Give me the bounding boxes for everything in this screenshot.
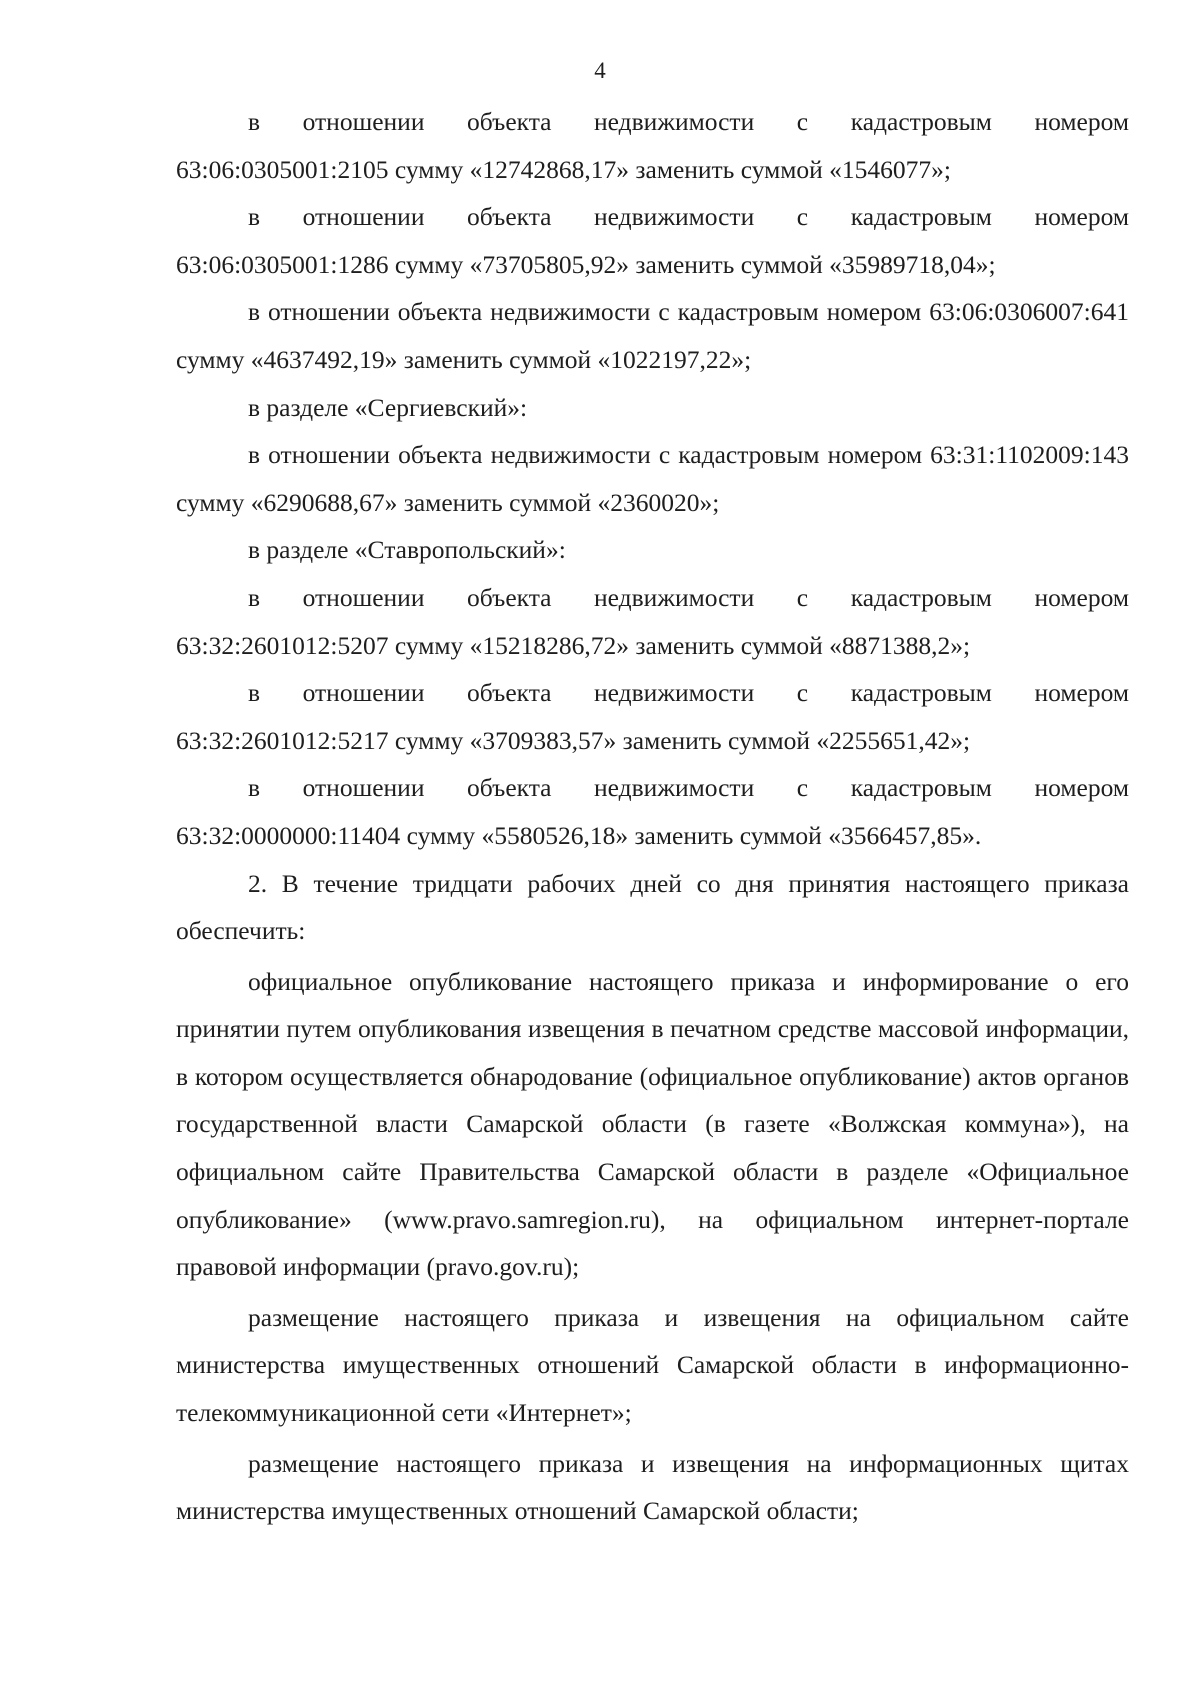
- section-heading-sergievsky: в разделе «Сергиевский»:: [248, 392, 528, 422]
- paragraph-official-publication: официальное опубликование настоящего приказа и информирование о его принятии путем опубликования извещения в печатном средстве массовой информации, в котором осуществляется обнародование (официальное опубликование) актов органов государственной власти Самарской области (в газете «Волжская коммуна»), на официальном сайте Правительства Самарской области в разделе «Официальное опубликование» (www.pravo.samregion.ru), на официальном интернет-портале правовой информации (pravo.gov.ru);: [176, 966, 1129, 1282]
- paragraph-ministry-website: размещение настоящего приказа и извещения на официальном сайте министерства имущественных отношений Самарской области в информационно-телекоммуникационной сети «Интернет»;: [176, 1302, 1129, 1428]
- paragraph-cadastral-11404: в отношении объекта недвижимости с кадастровым номером 63:32:0000000:11404 сумму «5580526,18» заменить суммой «3566457,85».: [176, 773, 1129, 850]
- paragraph-cadastral-641: в отношении объекта недвижимости с кадастровым номером 63:06:0306007:641 сумму «4637492,19» заменить суммой «1022197,22»;: [176, 297, 1129, 374]
- paragraph-cadastral-5207: в отношении объекта недвижимости с кадастровым номером 63:32:2601012:5207 сумму «15218286,72» заменить суммой «8871388,2»;: [176, 582, 1129, 660]
- page-number: 4: [594, 58, 606, 83]
- section-heading-stavropolsky: в разделе «Ставропольский»:: [248, 535, 566, 565]
- paragraph-cadastral-1286: в отношении объекта недвижимости с кадастровым номером 63:06:0305001:1286 сумму «73705805,92» заменить суммой «35989718,04»;: [176, 202, 1129, 279]
- paragraph-cadastral-2105: в отношении объекта недвижимости с кадастровым номером 63:06:0305001:2105 сумму «12742868,17» заменить суммой «1546077»;: [176, 107, 1129, 184]
- paragraph-information-boards: размещение настоящего приказа и извещения на информационных щитах министерства имущественных отношений Самарской области;: [176, 1448, 1129, 1526]
- document-body: [176, 98, 1129, 1535]
- paragraph-cadastral-5217: в отношении объекта недвижимости с кадастровым номером 63:32:2601012:5217 сумму «3709383,57» заменить суммой «2255651,42»;: [176, 678, 1129, 755]
- paragraph-item-2: 2. В течение тридцати рабочих дней со дня принятия настоящего приказа обеспечить:: [176, 868, 1129, 946]
- paragraph-cadastral-143: в отношении объекта недвижимости с кадастровым номером 63:31:1102009:143 сумму «6290688,67» заменить суммой «2360020»;: [176, 440, 1129, 517]
